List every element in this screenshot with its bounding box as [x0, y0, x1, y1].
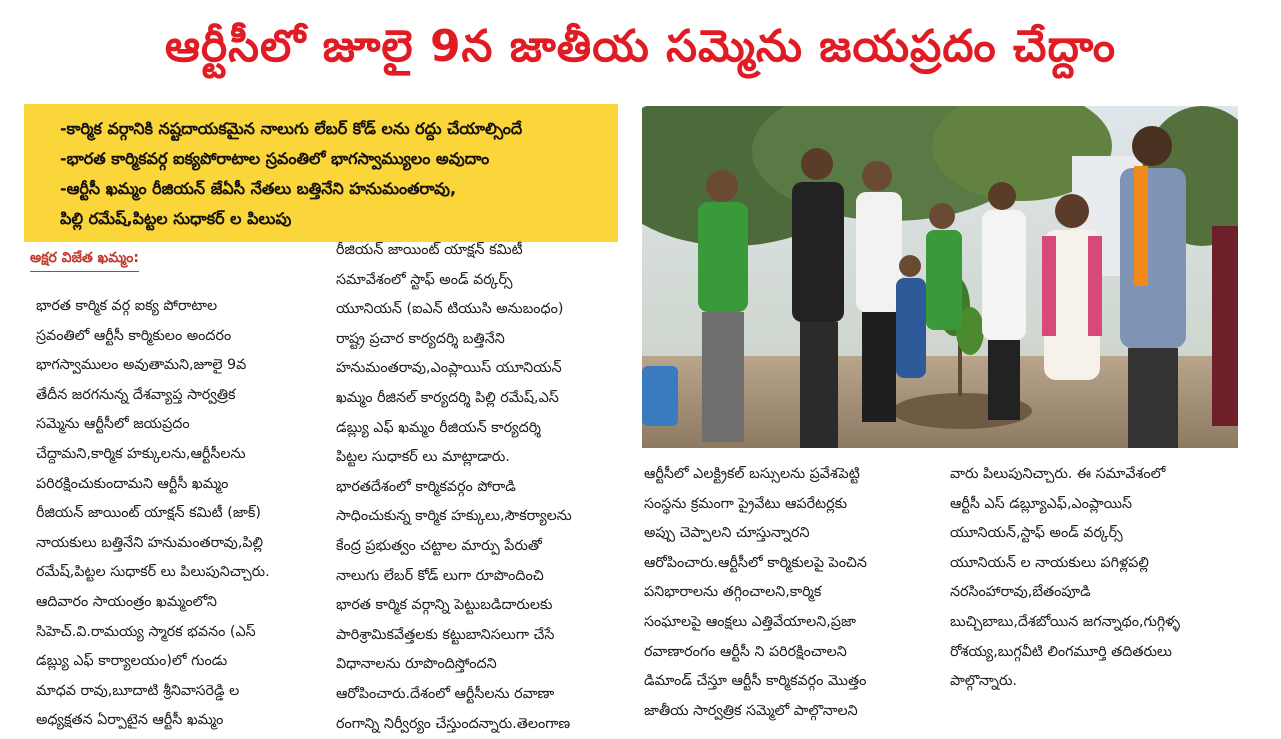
- article-line: నాయకులు బత్తినేని హనుమంతరావు,పిల్లి: [36, 529, 318, 559]
- article-line: భారత కార్మిక వర్గాన్ని పెట్టుబడిదారులకు: [336, 591, 626, 621]
- article-line: యూనియన్ (ఐఎన్ టియుసి అనుబంధం): [336, 295, 626, 325]
- article-line: ఆర్టీసీలో ఎలక్ట్రికల్ బస్సులను ప్రవేశపెట్టి: [644, 460, 934, 490]
- article-line: సంఘాలపై ఆంక్షలు ఎత్తివేయాలని,ప్రజా: [644, 608, 934, 638]
- article-line: పనిభారాలను తగ్గించాలని,కార్మిక: [644, 578, 934, 608]
- article-line: ఆరోపించారు.దేశంలో ఆర్టీసీలను రవాణా: [336, 680, 626, 710]
- article-line: విధానాలను రూపొందిస్తోందని: [336, 650, 626, 680]
- article-line: రంగాన్ని నిర్వీర్యం చేస్తుందన్నారు.తెలంగాణ: [336, 710, 626, 739]
- article-line: యూనియన్ ల నాయకులు పగిళ్లపల్లి: [950, 549, 1240, 579]
- article-line: ఆరోపించారు.ఆర్టీసీలో కార్మికులపై పెంచిన: [644, 549, 934, 579]
- article-line: సంస్థను క్రమంగా ప్రైవేటు ఆపరేటర్లకు: [644, 490, 934, 520]
- article-line: అధ్యక్షతన ఏర్పాటైన ఆర్టీసీ ఖమ్మం: [36, 706, 318, 736]
- article-line: బుచ్చిబాబు,దేశబోయిన జగన్నాథం,గుగ్గిళ్ళ: [950, 608, 1240, 638]
- article-line: భాగస్వాములం అవుతామని,జూలై 9వ: [36, 351, 318, 381]
- article-line: సిహెచ్.వి.రామయ్య స్మారక భవనం (ఎస్: [36, 618, 318, 648]
- highlight-line: -భారత కార్మికవర్గ ఐక్యపోరాటాల స్రవంతిలో భాగస్వామ్యులం అవుదాం: [60, 144, 604, 174]
- article-line: ఆదివారం సాయంత్రం ఖమ్మంలోని: [36, 588, 318, 618]
- article-line: ఖమ్మం రీజినల్ కార్యదర్శి పిల్లి రమేష్,ఎస్: [336, 384, 626, 414]
- article-line: తేదీన జరగనున్న దేశవ్యాప్త సార్వత్రిక: [36, 381, 318, 411]
- article-column-2: [336, 236, 626, 739]
- article-line: సమావేశంలో స్టాఫ్ అండ్ వర్కర్స్: [336, 266, 626, 296]
- article-line: డబ్ల్యు ఎఫ్ కార్యాలయం)లో గుండు: [36, 647, 318, 677]
- highlight-line: -కార్మిక వర్గానికి నష్టదాయకమైన నాలుగు లేబర్ కోడ్ లను రద్దు చేయాల్సిందే: [60, 114, 604, 144]
- headline: ఆర్టీసీలో జూలై 9న జాతీయ సమ్మెను జయప్రదం చేద్దాం: [0, 6, 1281, 88]
- article-line: సాధించుకున్న కార్మిక హక్కులు,సౌకర్యాలను: [336, 502, 626, 532]
- article-line: రవాణారంగం ఆర్టీసీ ని పరిరక్షించాలని: [644, 638, 934, 668]
- article-line: డిమాండ్ చేస్తూ ఆర్టీసీ కార్మికవర్గం మొత్తం: [644, 667, 934, 697]
- article-line: యూనియన్,స్టాఫ్ అండ్ వర్కర్స్: [950, 519, 1240, 549]
- article-line: చేద్దామని,కార్మిక హక్కులను,ఆర్టీసీలను: [36, 440, 318, 470]
- article-line: స్రవంతిలో ఆర్టీసీ కార్మికులం అందరం: [36, 322, 318, 352]
- article-line: రమేష్,పిట్టల సుధాకర్ లు పిలుపునిచ్చారు.: [36, 558, 318, 588]
- article-line: ఆర్టీసీ ఎస్ డబ్ల్యూఎఫ్,ఎంప్లాయిస్: [950, 490, 1240, 520]
- article-column-3: [644, 460, 934, 726]
- article-line: రీజియన్ జాయింట్ యాక్షన్ కమిటీ: [336, 236, 626, 266]
- article-line: నరసింహారావు,బేతంపూడి: [950, 578, 1240, 608]
- article-line: పిట్టల సుధాకర్ లు మాట్లాడారు.: [336, 443, 626, 473]
- article-line: జాతీయ సార్వత్రిక సమ్మెలో పాల్గొనాలని: [644, 697, 934, 727]
- article-line: భారతదేశంలో కార్మికవర్గం పోరాడి: [336, 473, 626, 503]
- article-column-1: [36, 292, 318, 736]
- tree-planting-photo-image: [642, 106, 1238, 448]
- article-line: మాధవ రావు,బూదాటి శ్రీనివాసరెడ్డి ల: [36, 677, 318, 707]
- byline: అక్షర విజేత ఖమ్మం:: [30, 250, 139, 272]
- article-line: నాలుగు లేబర్ కోడ్ లుగా రూపొందించి: [336, 562, 626, 592]
- highlights-box: [24, 104, 618, 242]
- article-line: భారత కార్మిక వర్గ ఐక్య పోరాటాల: [36, 292, 318, 322]
- article-line: రీజియన్ జాయింట్ యాక్షన్ కమిటీ (జాక్): [36, 499, 318, 529]
- article-line: పాల్గొన్నారు.: [950, 667, 1240, 697]
- article-column-4: [950, 460, 1240, 697]
- news-photo: [642, 106, 1238, 448]
- article-line: పరిరక్షించుకుందామని ఆర్టీసీ ఖమ్మం: [36, 470, 318, 500]
- article-line: రోశయ్య,బుగ్గవీటి లింగమూర్తి తదితరులు: [950, 638, 1240, 668]
- article-line: కేంద్ర ప్రభుత్వం చట్టాల మార్పు పేరుతో: [336, 532, 626, 562]
- highlight-line: -ఆర్టీసీ ఖమ్మం రీజియన్ జేఏసీ నేతలు బత్తినేని హనుమంతరావు,: [60, 174, 604, 204]
- article-line: పారిశ్రామికవేత్తలకు కట్టుబానిసలుగా చేసే: [336, 621, 626, 651]
- article-line: డబ్ల్యు ఎఫ్ ఖమ్మం రీజియన్ కార్యదర్శి: [336, 414, 626, 444]
- article-line: అప్పు చెప్పాలని చూస్తున్నారని: [644, 519, 934, 549]
- article-line: హనుమంతరావు,ఎంప్లాయిస్ యూనియన్: [336, 354, 626, 384]
- article-line: సమ్మెను ఆర్టీసీలో జయప్రదం: [36, 410, 318, 440]
- article-line: రాష్ట్ర ప్రచార కార్యదర్శి బత్తినేని: [336, 325, 626, 355]
- highlight-line: పిల్లి రమేష్,పిట్టల సుధాకర్ ల పిలుపు: [60, 204, 604, 234]
- article-line: వారు పిలుపునిచ్చారు. ఈ సమావేశంలో: [950, 460, 1240, 490]
